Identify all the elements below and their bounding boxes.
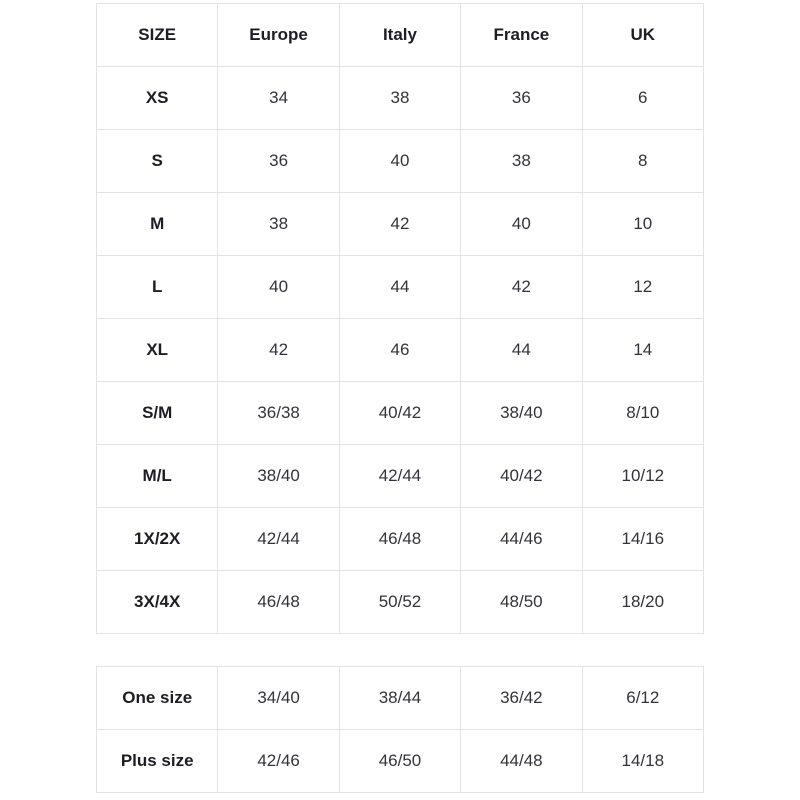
table-row: [97, 382, 704, 445]
main-size-table-header: [97, 4, 704, 67]
cell-italy: 46: [339, 319, 460, 382]
cell-italy: 40: [339, 130, 460, 193]
column-header-size: SIZE: [97, 4, 218, 67]
cell-uk: 14/16: [582, 508, 703, 571]
main-size-table-body: [97, 67, 704, 634]
cell-europe: 38: [218, 193, 339, 256]
row-label: M: [97, 193, 218, 256]
cell-europe: 46/48: [218, 571, 339, 634]
cell-uk: 18/20: [582, 571, 703, 634]
cell-italy: 42: [339, 193, 460, 256]
cell-france: 38: [461, 130, 582, 193]
cell-france: 44/48: [461, 730, 582, 793]
cell-europe: 36/38: [218, 382, 339, 445]
cell-france: 48/50: [461, 571, 582, 634]
cell-europe: 34: [218, 67, 339, 130]
table-row: [97, 730, 704, 793]
column-header-uk: UK: [582, 4, 703, 67]
row-label: M/L: [97, 445, 218, 508]
row-label: One size: [97, 667, 218, 730]
cell-italy: 42/44: [339, 445, 460, 508]
cell-france: 40/42: [461, 445, 582, 508]
secondary-size-table-container: [96, 666, 704, 793]
secondary-size-table-body: [97, 667, 704, 793]
cell-france: 40: [461, 193, 582, 256]
cell-europe: 42/44: [218, 508, 339, 571]
table-row: [97, 67, 704, 130]
cell-uk: 10: [582, 193, 703, 256]
table-row: [97, 508, 704, 571]
column-header-france: France: [461, 4, 582, 67]
cell-uk: 6: [582, 67, 703, 130]
cell-uk: 8: [582, 130, 703, 193]
table-row: [97, 571, 704, 634]
column-header-europe: Europe: [218, 4, 339, 67]
row-label: S/M: [97, 382, 218, 445]
cell-france: 38/40: [461, 382, 582, 445]
cell-europe: 40: [218, 256, 339, 319]
cell-europe: 42/46: [218, 730, 339, 793]
cell-italy: 38/44: [339, 667, 460, 730]
row-label: L: [97, 256, 218, 319]
cell-france: 42: [461, 256, 582, 319]
cell-uk: 12: [582, 256, 703, 319]
row-label: Plus size: [97, 730, 218, 793]
row-label: 1X/2X: [97, 508, 218, 571]
cell-uk: 8/10: [582, 382, 703, 445]
cell-france: 36: [461, 67, 582, 130]
cell-uk: 10/12: [582, 445, 703, 508]
table-header-row: [97, 4, 704, 67]
cell-italy: 46/48: [339, 508, 460, 571]
cell-europe: 36: [218, 130, 339, 193]
table-row: [97, 667, 704, 730]
cell-italy: 44: [339, 256, 460, 319]
row-label: XL: [97, 319, 218, 382]
cell-europe: 38/40: [218, 445, 339, 508]
main-size-table: [96, 3, 704, 634]
cell-italy: 50/52: [339, 571, 460, 634]
cell-italy: 40/42: [339, 382, 460, 445]
table-row: [97, 319, 704, 382]
cell-france: 36/42: [461, 667, 582, 730]
table-row: [97, 445, 704, 508]
table-row: [97, 256, 704, 319]
secondary-size-table: [96, 666, 704, 793]
column-header-italy: Italy: [339, 4, 460, 67]
cell-europe: 42: [218, 319, 339, 382]
row-label: S: [97, 130, 218, 193]
main-size-table-container: [96, 3, 704, 634]
cell-france: 44: [461, 319, 582, 382]
cell-france: 44/46: [461, 508, 582, 571]
cell-europe: 34/40: [218, 667, 339, 730]
table-row: [97, 193, 704, 256]
cell-uk: 14: [582, 319, 703, 382]
row-label: XS: [97, 67, 218, 130]
cell-uk: 14/18: [582, 730, 703, 793]
table-row: [97, 130, 704, 193]
cell-uk: 6/12: [582, 667, 703, 730]
cell-italy: 46/50: [339, 730, 460, 793]
cell-italy: 38: [339, 67, 460, 130]
row-label: 3X/4X: [97, 571, 218, 634]
